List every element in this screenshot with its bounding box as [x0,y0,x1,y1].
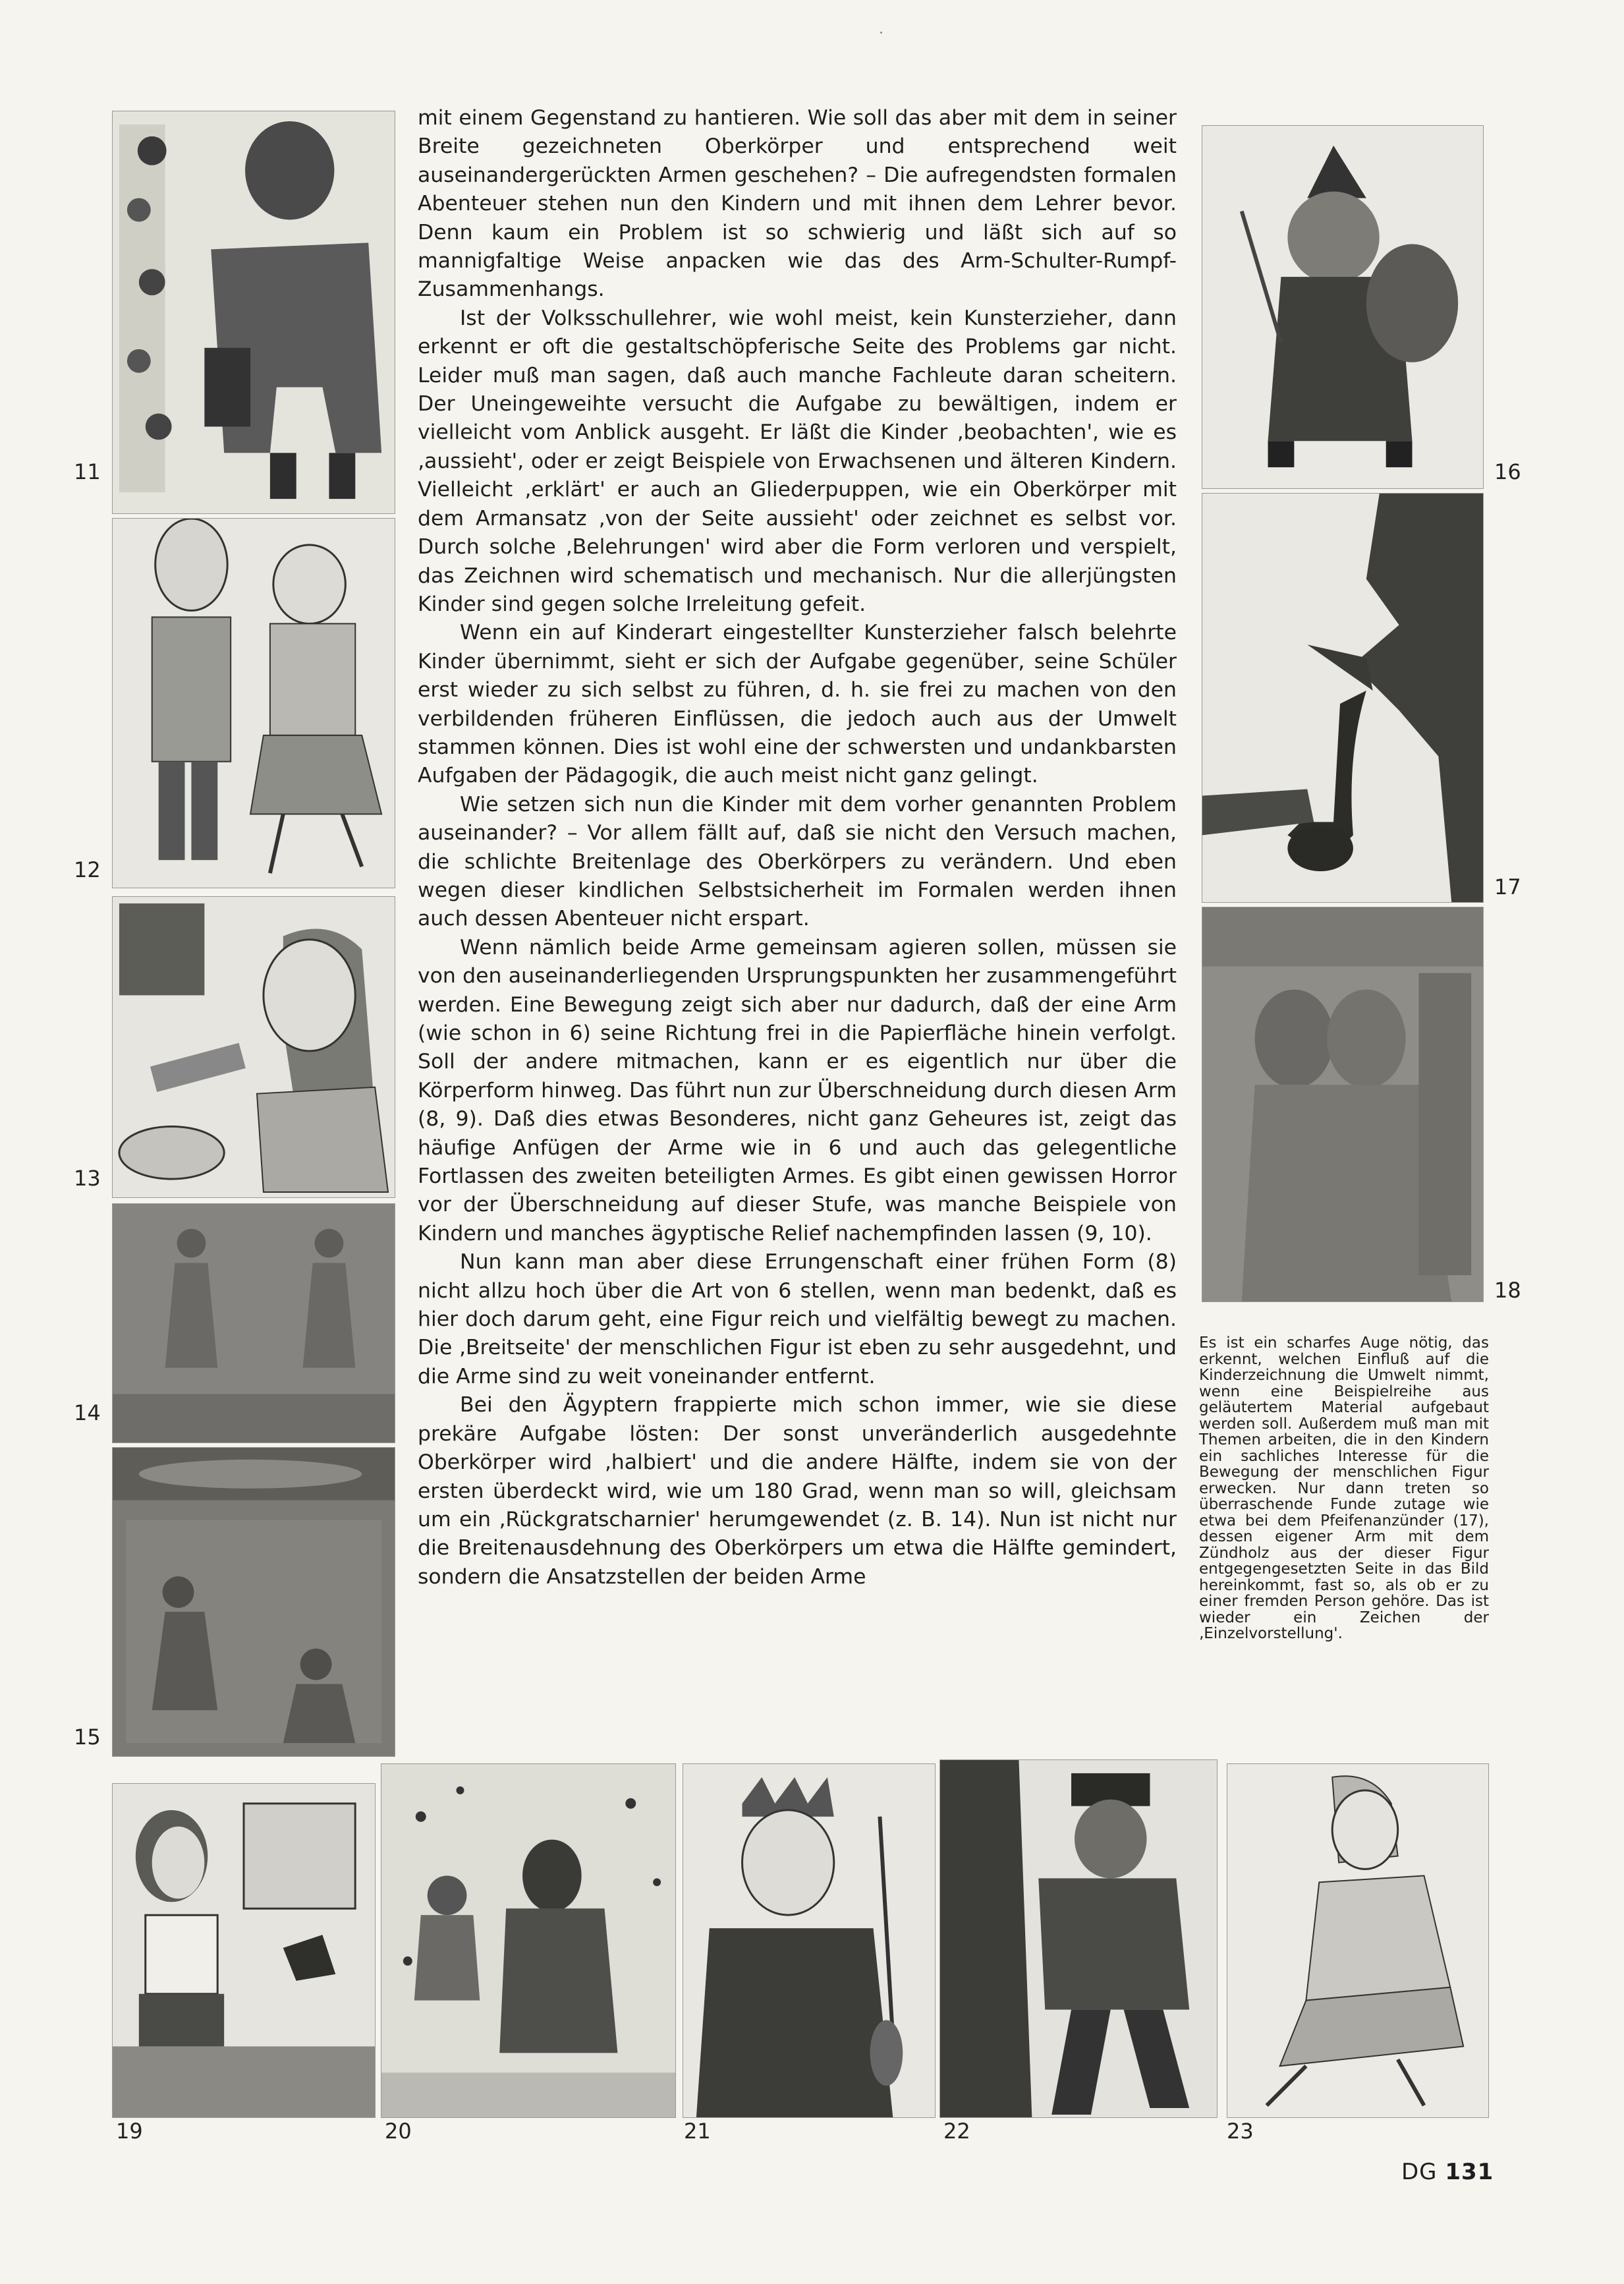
body-paragraph-6: Nun kann man aber diese Errungenschaft einer frühen Form (8) nicht allzu hoch über die Art von 6 stellen, wenn man bedenkt, daß es hier doch darum geht, eine Figur reich und vielfältig bewegt zu machen. Die ‚Breitseite' der menschlichen Figur ist eben zu sehr ausgedehnt, und die Arme sind zu weit voneinander entfernt. [418,1250,1177,1388]
figure-16-number: 16 [1494,459,1521,484]
figure-23-number: 23 [1227,2119,1254,2144]
body-paragraph-1: mit einem Gegenstand zu hantieren. Wie soll das aber mit dem in seiner Breite gezeichneten Oberkörper und entsprechend weit auseinandergerückten Armen geschehen? – Die aufregendsten formalen Abenteuer stehen nun den Kindern und mit ihnen dem Lehrer bevor. Denn kaum ein Problem ist so schwierig und läßt sich auf so mannigfaltige Weise anpacken wie das des Arm-Schulter-Rumpf-Zusammenhangs. [418,106,1177,302]
page-number [1401,2159,1494,2185]
figure-11-number: 11 [74,459,101,484]
figure-17-number: 17 [1494,874,1521,899]
figure-18-relief [1202,907,1484,1302]
figure-20-number: 20 [385,2119,412,2144]
print-speck [880,32,882,34]
figure-18-number: 18 [1494,1278,1521,1303]
page-number-prefix: DG [1401,2159,1438,2185]
body-paragraph-4: Wie setzen sich nun die Kinder mit dem vorher genannten Problem auseinander? – Vor allem fällt auf, daß sie nicht den Versuch machen, die schlichte Breitenlage des Oberkörpers zu verändern. Und eben wegen dieser kindlichen Selbstsicherheit im Formalen werden ihnen auch dessen Abenteuer nicht erspart. [418,792,1177,931]
figure-17-drawing [1202,493,1484,903]
figure-13-drawing [112,896,395,1198]
figure-caption: Es ist ein scharfes Auge nötig, das erkennt, welchen Einfluß auf die Kinderzeichnung die Umwelt nimmt, wenn eine Beispielreihe aus geläutertem Material aufgebaut werden soll. Außerdem muß man mit Themen arbeiten, die in den Kindern ein sachliches Interesse für die Bewegung der menschlichen Figur erwecken. Nur dann treten so überraschende Funde zutage wie etwa bei dem Pfeifenanzünder (17), dessen eigener Arm mit dem Zündholz aus der dieser Figur entgegengesetzten Seite in das Bild hereinkommt, fast so, als ob er zu einer fremden Person gehöre. Das ist wieder ein Zeichen der ‚Einzelvorstellung'. [1199,1334,1489,1642]
figure-20-drawing [381,1763,676,2118]
figure-12-number: 12 [74,857,101,882]
figure-16-drawing [1202,125,1484,489]
body-text-column [418,104,1177,1591]
figure-21-drawing [683,1763,936,2118]
figure-22-number: 22 [943,2119,970,2144]
figure-15-number: 15 [74,1725,101,1750]
figure-19-drawing [112,1783,376,2118]
figure-15-relief [112,1447,395,1757]
body-paragraph-5: Wenn nämlich beide Arme gemeinsam agieren sollen, müssen sie von den auseinanderliegenden Ursprungspunkten her zusammengeführt werden. Eine Bewegung zeigt sich aber nur dadurch, daß der eine Arm (wie schon in 6) seine Richtung frei in die Papierfläche hinein verfolgt. Soll der andere mitmachen, kann er es eigentlich nur über die Körperform hinweg. Das führt nun zur Überschneidung durch diesen Arm (8, 9). Daß dies etwas Besonderes, nicht ganz Geheures ist, zeigt das häufige Anfügen der Arme wie in 6 und auch das gelegentliche Fortlassen des zweiten beteiligten Armes. Es gibt einen gewissen Horror vor der Überschneidung auf dieser Stufe, was manche Beispiele von Kindern und manches ägyptische Relief nachempfinden lassen (9, 10). [418,935,1177,1245]
body-paragraph-2: Ist der Volksschullehrer, wie wohl meist, kein Kunsterzieher, dann erkennt er oft die gestaltschöpferische Seite des Problems gar nicht. Leider muß man sagen, daß auch manche Fachleute daran scheitern. Der Uneingeweihte versucht die Aufgabe zu bewältigen, indem er vielleicht vom Anblick ausgeht. Er läßt die Kinder ‚beobachten', wie es ‚aussieht', oder er zeigt Beispiele von Erwachsenen und älteren Kindern. Vielleicht ‚erklärt' er auch an Gliederpuppen, wie ein Oberkörper mit dem Armansatz ‚von der Seite aussieht' oder zeichnet es selbst vor. Durch solche ‚Belehrungen' wird aber die Form verloren und verspielt, das Zeichnen wird schematisch und mechanisch. Nur die allerjüngsten Kinder sind gegen solche Irreleitung gefeit. [418,306,1177,616]
body-paragraph-3: Wenn ein auf Kinderart eingestellter Kunsterzieher falsch belehrte Kinder übernimmt, sieht er sich der Aufgabe gegenüber, seine Schüler erst wieder zu sich selbst zu führen, d. h. sie frei zu machen von den verbildenden früheren Einflüssen, die jedoch auch aus der Umwelt stammen können. Dies ist wohl eine der schwersten und undankbarsten Aufgaben der Pädagogik, die auch meist nicht ganz gelingt. [418,621,1177,788]
figure-23-drawing [1227,1763,1489,2118]
body-paragraph-7: Bei den Ägyptern frappierte mich schon immer, wie sie diese prekäre Aufgabe lösten: Der sonst unveränderlich ausgedehnte Oberkörper wird ‚halbiert' und die andere Hälfte, indem sie von der ersten überdeckt wird, wie um 180 Grad, wenn man so will, gleichsam um ein ‚Rückgratscharnier' herumgewendet (z. B. 14). Nun ist nicht nur die Breitenausdehnung des Oberkörpers um etwa die Hälfte gemindert, sondern die Ansatzstellen der beiden Arme [418,1393,1177,1589]
figure-19-number: 19 [116,2119,143,2144]
figure-14-relief [112,1203,395,1443]
figure-21-number: 21 [684,2119,711,2144]
page-number-value: 131 [1445,2159,1494,2185]
figure-14-number: 14 [74,1400,101,1425]
figure-13-number: 13 [74,1166,101,1191]
figure-22-drawing [939,1759,1218,2118]
figure-11-drawing [112,111,395,514]
figure-12-drawing [112,518,395,888]
